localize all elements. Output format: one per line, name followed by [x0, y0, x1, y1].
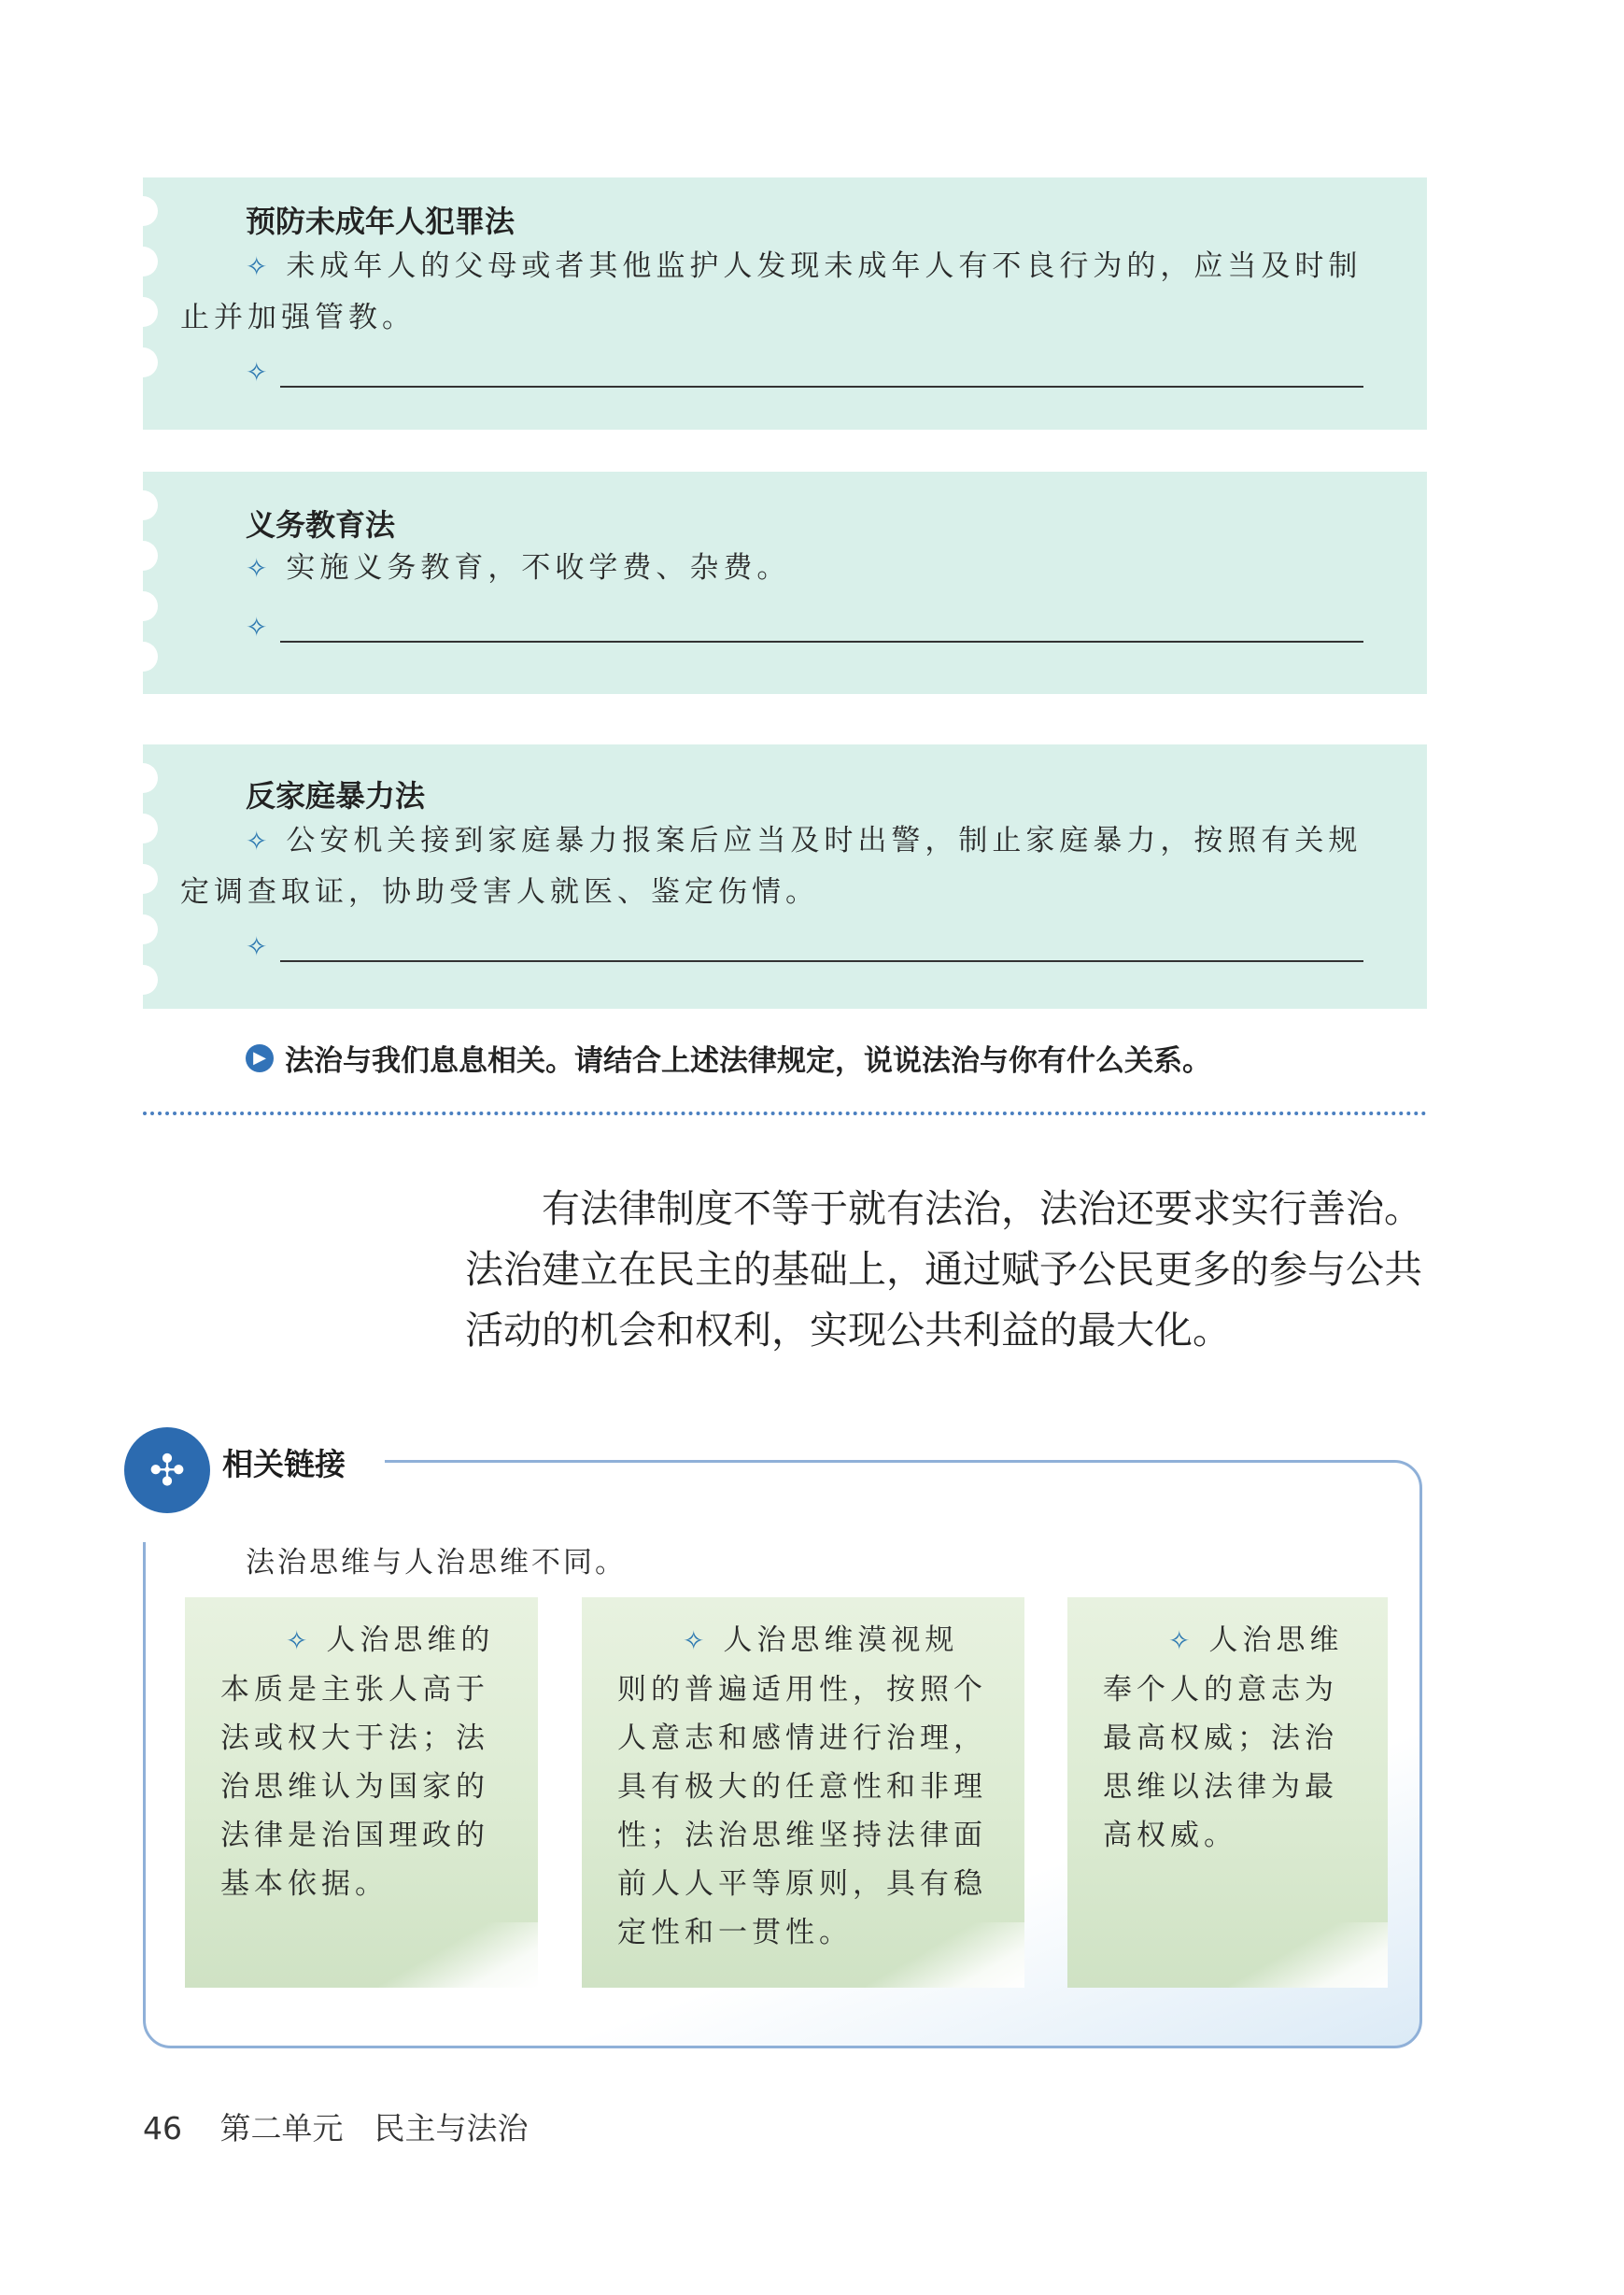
page-curl-decoration: [1229, 1922, 1388, 1988]
fill-blank[interactable]: [246, 931, 1363, 962]
law-card-juvenile: [143, 177, 1427, 430]
page-footer: [143, 2104, 529, 2148]
diamond-bullet-icon: ✧: [246, 357, 268, 388]
note-card: ✧ 人治思维的本质是主张人高于法或权大于法；法治思维认为国家的法律是治国理政的基本依据。: [185, 1597, 538, 1988]
page-curl-decoration: [866, 1922, 1024, 1988]
diamond-bullet-icon: ✧: [246, 826, 273, 857]
diamond-bullet-icon: ✧: [246, 251, 273, 282]
body-paragraph: 有法律制度不等于就有法治，法治还要求实行善治。法治建立在民主的基础上，通过赋予公民更多的参与公共活动的机会和权利，实现公共利益的最大化。: [465, 1186, 1422, 1353]
unit-title: 第二单元 民主与法治: [219, 2110, 529, 2146]
page-number: 46: [143, 2110, 182, 2146]
blank-line[interactable]: [280, 938, 1363, 962]
diamond-bullet-icon: ✧: [246, 612, 268, 643]
arrow-right-icon: ▶: [246, 1044, 274, 1072]
page-curl-decoration: [379, 1922, 538, 1988]
law-card-title: 义务教育法: [246, 507, 396, 543]
law-card-education: [143, 472, 1427, 694]
law-card-text: ✧ 未成年人的父母或者其他监护人发现未成年人有不良行为的，应当及时制止并加强管教。: [180, 249, 1363, 334]
discussion-question: [246, 1037, 1211, 1079]
law-card-domestic-violence: [143, 744, 1427, 1009]
related-link-intro: 法治思维与人治思维不同。: [246, 1546, 627, 1580]
network-icon: ✣: [124, 1427, 210, 1513]
note-card: ✧ 人治思维漠视规则的普遍适用性，按照个人意志和感情进行治理，具有极大的任意性和非理性；法治思维坚持法律面前人人平等原则，具有稳定性和一贯性。: [582, 1597, 1024, 1988]
diamond-bullet-icon: ✧: [683, 1625, 710, 1656]
law-card-title: 反家庭暴力法: [246, 778, 426, 814]
diamond-bullet-icon: ✧: [246, 553, 273, 584]
diamond-bullet-icon: ✧: [1168, 1625, 1195, 1656]
law-card-title: 预防未成年人犯罪法: [246, 204, 515, 239]
fill-blank[interactable]: [246, 612, 1363, 643]
diamond-bullet-icon: ✧: [246, 931, 268, 962]
blank-line[interactable]: [280, 618, 1363, 643]
related-link-title: 相关链接: [222, 1446, 346, 1482]
diamond-bullet-icon: ✧: [286, 1625, 313, 1656]
fill-blank[interactable]: [246, 357, 1363, 388]
law-card-text: ✧ 实施义务教育，不收学费、杂费。: [246, 551, 791, 585]
question-text: 法治与我们息息相关。请结合上述法律规定，说说法治与你有什么关系。: [285, 1044, 1211, 1078]
blank-line[interactable]: [280, 363, 1363, 388]
note-card: ✧ 人治思维奉个人的意志为最高权威；法治思维以法律为最高权威。: [1067, 1597, 1388, 1988]
dotted-divider: [143, 1112, 1427, 1115]
law-card-text: ✧ 公安机关接到家庭暴力报案后应当及时出警，制止家庭暴力，按照有关规定调查取证，协助受害人就医、鉴定伤情。: [180, 824, 1363, 909]
